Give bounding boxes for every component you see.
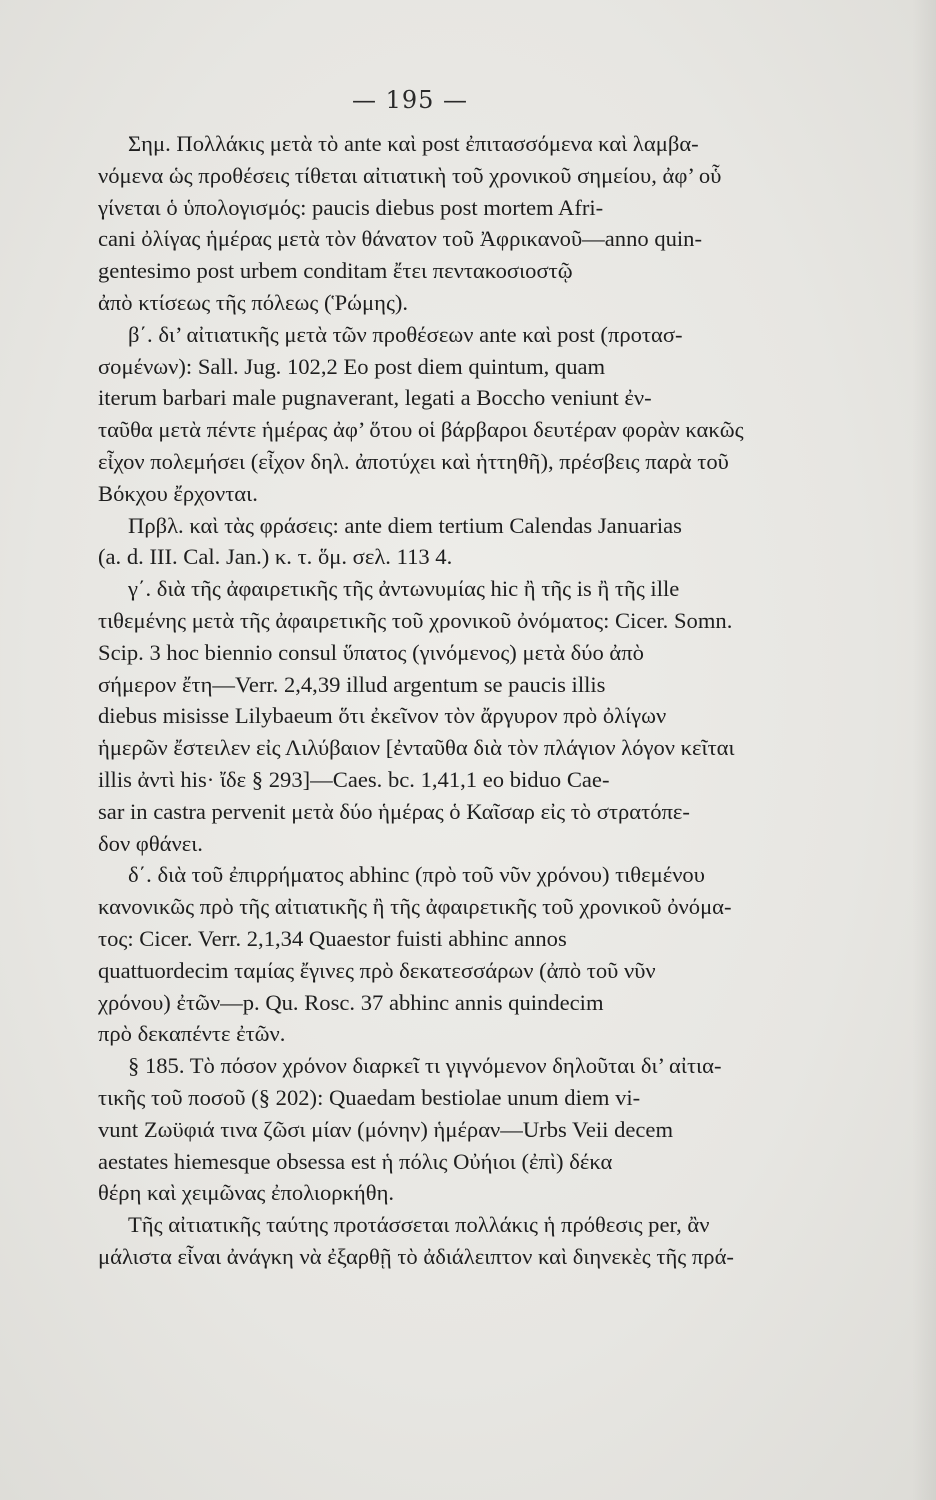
- text-line: τικῆς τοῦ ποσοῦ (§ 202): Quaedam bestiolae unum diem vi-: [98, 1084, 641, 1110]
- text-line: gentesimo post urbem conditam ἔτει πεντακοσιοστῷ: [98, 258, 573, 284]
- text-line: μάλιστα εἶναι ἀνάγκη νὰ ἐξαρθῇ τὸ ἀδιάλειπτον καὶ διηνεκὲς τῆς πρά-: [98, 1243, 734, 1269]
- text-line: sar in castra pervenit μετὰ δύο ἡμέρας ὁ Καῖσαρ εἰς τὸ στρατόπε-: [98, 798, 690, 824]
- text-line: quattuordecim ταμίας ἔγινες πρὸ δεκατεσσάρων (ἀπὸ τοῦ νῦν: [98, 957, 656, 983]
- text-line: diebus misisse Lilybaeum ὅτι ἐκεῖνον τὸν ἄργυρον πρὸ ὀλίγων: [98, 703, 667, 729]
- text-line: aestates hiemesque obsessa est ἡ πόλις Οὐήιοι (ἐπὶ) δέκα: [98, 1148, 613, 1174]
- text-line: iterum barbari male pugnaverant, legati a Boccho veniunt ἐν-: [98, 385, 652, 411]
- text-line: θέρη καὶ χειμῶνας ἐπολιορκήθη.: [98, 1180, 395, 1206]
- text-line: κανονικῶς πρὸ τῆς αἰτιατικῆς ἢ τῆς ἀφαιρετικῆς τοῦ χρονικοῦ ὀνόμα-: [98, 894, 732, 920]
- text-line: vunt Ζωϋφιά τινα ζῶσι μίαν (μόνην) ἡμέραν—Urbs Veii decem: [98, 1116, 674, 1142]
- text-line: τος: Cicer. Verr. 2,1,34 Quaestor fuisti abhinc annos: [98, 925, 567, 951]
- text-line: Scip. 3 hoc biennio consul ὕπατος (γινόμενος) μετὰ δύο ἀπὸ: [98, 639, 644, 665]
- page-edge-shadow: [912, 0, 936, 1500]
- text-line: ταῦθα μετὰ πέντε ἡμέρας ἀφ’ ὅτου οἱ βάρβαροι δευτέραν φορὰν κακῶς: [98, 417, 744, 443]
- text-line: Πρβλ. καὶ τὰς φράσεις: ante diem tertium Calendas Januarias: [128, 512, 682, 538]
- text-line: γίνεται ὁ ὑπολογισμός: paucis diebus post mortem Afri-: [98, 194, 604, 220]
- text-line: σομένων): Sall. Jug. 102,2 Eo post diem quintum, quam: [98, 353, 606, 379]
- body-text: [98, 128, 820, 1273]
- text-line: τιθεμένης μετὰ τῆς ἀφαιρετικῆς τοῦ χρονικοῦ ὀνόματος: Cicer. Somn.: [98, 607, 733, 633]
- text-line: illis ἀντὶ his· ἴδε § 293]—Caes. bc. 1,41,1 eo biduo Cae-: [98, 766, 610, 792]
- text-line: § 185. Τὸ πόσον χρόνον διαρκεῖ τι γιγνόμενον δηλοῦται δι’ αἰτια-: [128, 1053, 722, 1079]
- text-line: ἀπὸ κτίσεως τῆς πόλεως (Ῥώμης).: [98, 289, 409, 315]
- text-line: σήμερον ἔτη—Verr. 2,4,39 illud argentum se paucis illis: [98, 671, 606, 697]
- text-line: Σημ. Πολλάκις μετὰ τὸ ante καὶ post ἐπιτασσόμενα καὶ λαμβα-: [128, 131, 699, 156]
- text-line: Βόκχου ἔρχονται.: [98, 480, 258, 506]
- text-line: (a. d. III. Cal. Jan.) κ. τ. ὅμ. σελ. 113 4.: [98, 544, 453, 570]
- text-line: εἶχον πολεμήσει (εἶχον δηλ. ἀποτύχει καὶ ἡττηθῆ), πρέσβεις παρὰ τοῦ: [98, 448, 729, 474]
- text-line: δ΄. διὰ τοῦ ἐπιρρήματος abhinc (πρὸ τοῦ νῦν χρόνου) τιθεμένου: [128, 862, 705, 888]
- text-line: νόμενα ὡς προθέσεις τίθεται αἰτιατικὴ τοῦ χρονικοῦ σημείου, ἀφ’ οὗ: [98, 162, 722, 188]
- text-line: δον φθάνει.: [98, 830, 203, 856]
- text-line: Τῆς αἰτιατικῆς ταύτης προτάσσεται πολλάκις ἡ πρόθεσις per, ἂν: [128, 1212, 710, 1238]
- text-line: γ΄. διὰ τῆς ἀφαιρετικῆς τῆς ἀντωνυμίας hic ἢ τῆς is ἢ τῆς ille: [128, 576, 680, 602]
- page-number: — 195 —: [351, 86, 469, 114]
- text-line: πρὸ δεκαπέντε ἐτῶν.: [98, 1021, 286, 1047]
- text-line: ἡμερῶν ἔστειλεν εἰς Λιλύβαιον [ἐνταῦθα διὰ τὸν πλάγιον λόγον κεῖται: [98, 735, 735, 761]
- text-line: χρόνου) ἐτῶν—p. Qu. Rosc. 37 abhinc annis quindecim: [98, 989, 604, 1015]
- text-line: cani ὀλίγας ἡμέρας μετὰ τὸν θάνατον τοῦ Ἀφρικανοῦ—anno quin-: [98, 226, 703, 252]
- text-line: β΄. δι’ αἰτιατικῆς μετὰ τῶν προθέσεων ante καὶ post (προτασ-: [128, 321, 683, 347]
